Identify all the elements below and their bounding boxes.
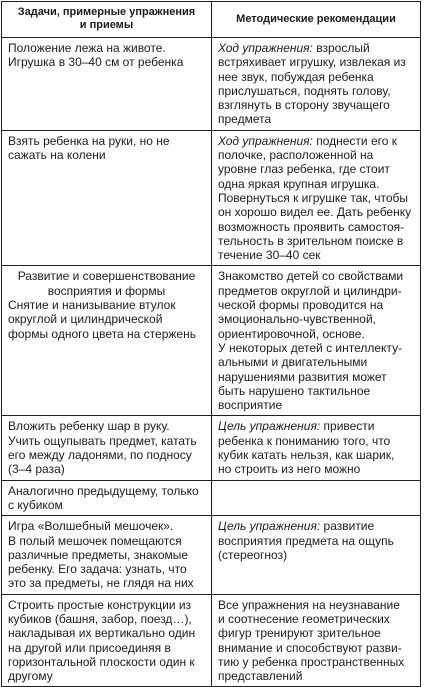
task-cell: Взять ребенка на руки, но не сажать на колени xyxy=(2,130,212,266)
table-header-row xyxy=(2,2,421,38)
goal-label: Цель упражнения: xyxy=(218,519,321,534)
exercise-label: Ход упражнения: xyxy=(218,41,313,55)
table-row xyxy=(2,130,421,266)
section-title: восприятия и формы xyxy=(47,283,166,298)
table-row xyxy=(2,516,421,594)
task-cell: Игра «Волшебный мешочек». В полый мешочек помещаются различные предметы, знакомые ребенку. Его задача: узнать, что это за предметы, не глядя на них xyxy=(2,516,212,594)
recommendation-cell: Ход упражнения: поднести его к полочке, расположенной на уровне глаз ребенка, где стоит одна яркая крупная игрушка. Повернуться к игрушке так, чтобы он хорошо видел ее. Дать ребенку возможность проявить самостоя- тельность в зрительном поиске в течение 30–40 сек xyxy=(212,130,421,266)
goal-label: Цель упражнения: xyxy=(218,419,321,434)
table-row xyxy=(2,266,421,416)
recommendation-cell: Цель упражнения: привести ребенка к пониманию того, что кубик катать нельзя, как шарик, но строить из него можно xyxy=(212,416,421,480)
task-cell: Строить простые конструкции из кубиков (башня, забор, поезд…), накладывая их вертикально один на другой или присоединяя в горизонтальной плоскости один к другому xyxy=(2,594,212,687)
document-page xyxy=(1,1,420,687)
task-cell: Вложить ребенку шар в руку. Учить ощупывать предмет, катать его между ладонями, по подносу (3–4 раза) xyxy=(2,416,212,480)
task-cell: Развитие и совершенствование восприятия и формы Снятие и нанизывание втулок округлой и цилиндрической формы одного цвета на стержень xyxy=(2,266,212,416)
task-cell: Аналогично предыдущему, только с кубиком xyxy=(2,480,212,516)
recommendation-cell: Цель упражнения: развитие восприятия предмета на ощупь (стереогноз) xyxy=(212,516,421,594)
section-title: Развитие и совершенствование xyxy=(17,269,196,284)
recommendation-cell: Все упражнения на неузнавание и соотнесение геометрических фигур тренируют зрительное внимание и способствуют разви- тию у ребенка пространственных представлений xyxy=(212,594,421,687)
recommendation-cell: Ход упражнения: взрослый встряхивает игрушку, извлекая из нее звук, побуждая ребенка прислушаться, поднять голову, взглянуть в сторону звучащего предмета xyxy=(212,38,421,131)
task-cell: Положение лежа на животе. Игрушка в 30–40 см от ребенка xyxy=(2,38,212,131)
exercise-label: Ход упражнения: xyxy=(218,133,313,148)
recommendation-cell: Знакомство детей со свойствами предметов округлой и цилиндри- ческой формы проводится на эмоционально-чувственной, ориентировочной, основе. У некоторых детей с интеллекту- альными и двигательными нарушениями развития может быть нарушено тактильное восприятие xyxy=(212,266,421,416)
table-row xyxy=(2,416,421,480)
table-row xyxy=(2,38,421,131)
table-row xyxy=(2,480,421,516)
table-row xyxy=(2,594,421,687)
header-recommendations: Методические рекомендации xyxy=(212,2,421,38)
header-tasks: Задачи, примерные упражнения и приемы xyxy=(2,2,212,38)
exercise-table xyxy=(1,1,421,687)
recommendation-cell-empty xyxy=(212,480,421,516)
